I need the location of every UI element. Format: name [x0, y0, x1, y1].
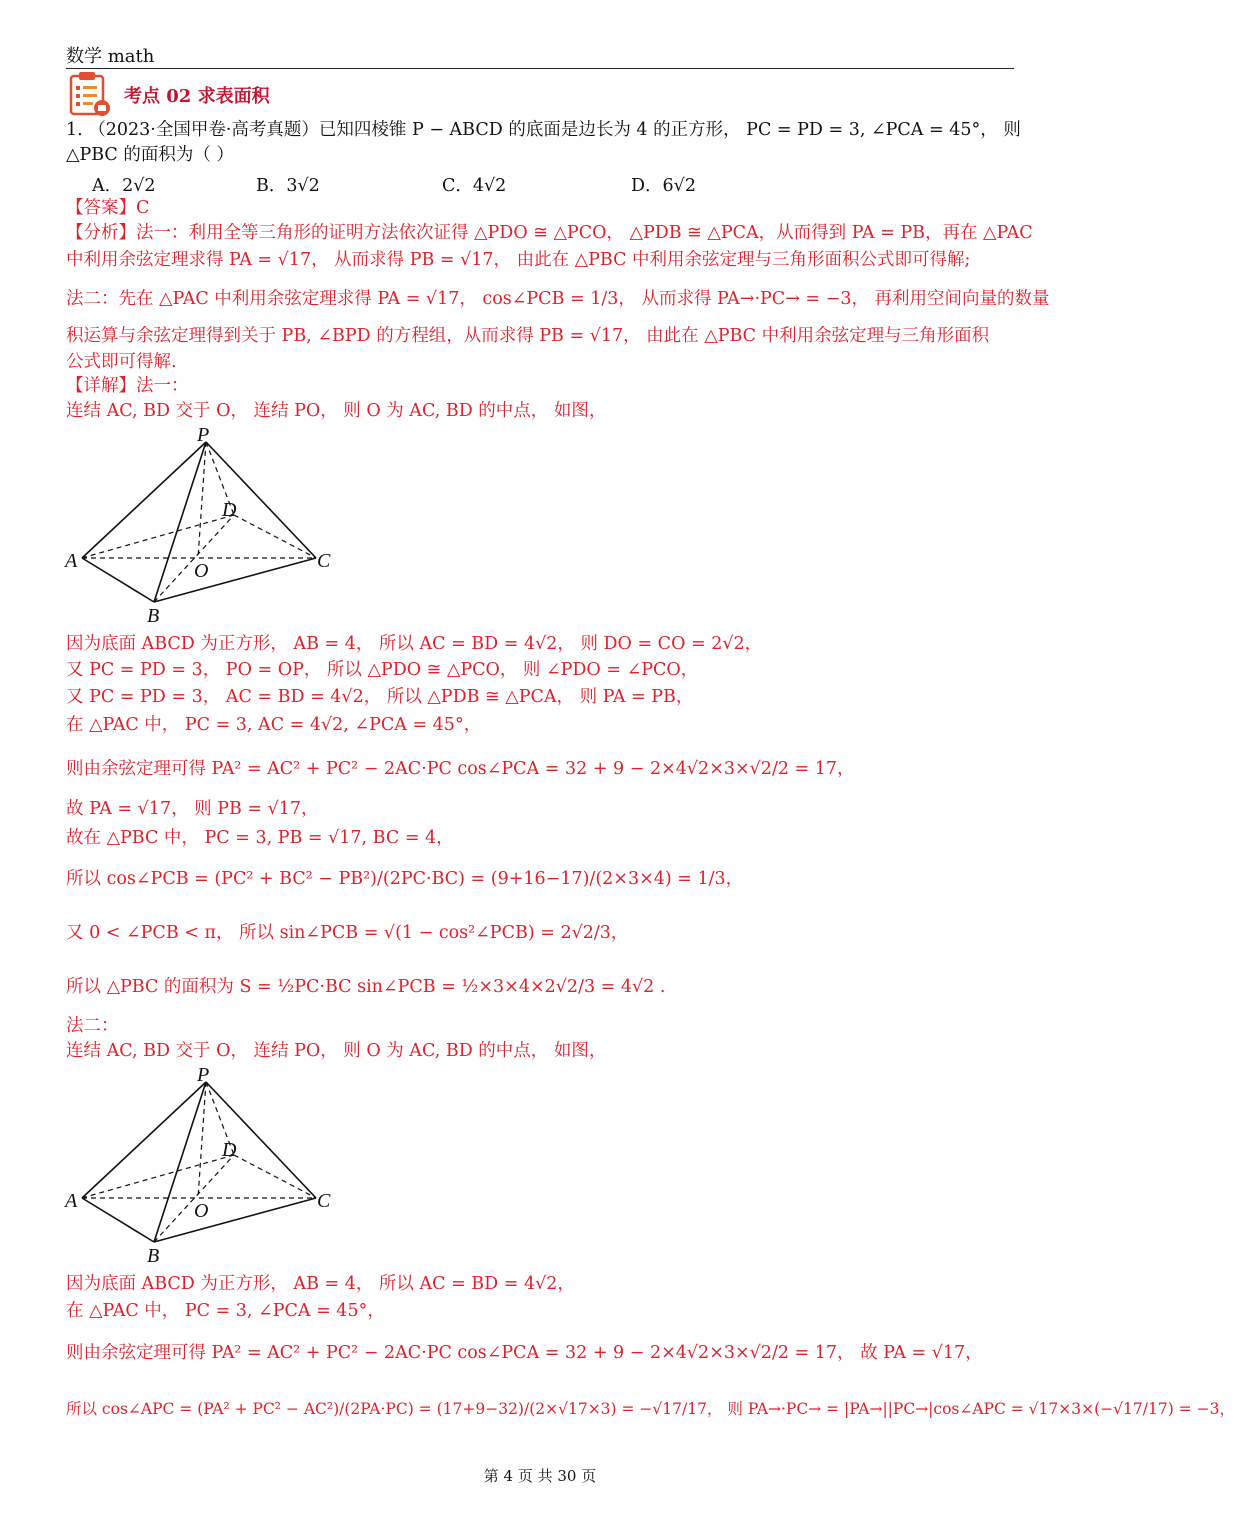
label-p: P — [197, 424, 210, 446]
label-a: A — [65, 550, 78, 572]
method2-line-2: 因为底面 ABCD 为正方形， AB = 4， 所以 AC = BD = 4√2， — [66, 1274, 575, 1294]
label-p: P — [197, 1064, 210, 1086]
clipboard-icon — [68, 70, 112, 118]
method1-line-2: 因为底面 ABCD 为正方形， AB = 4， 所以 AC = BD = 4√2， 则 DO = CO = 2√2， — [66, 634, 763, 654]
option-d: D．6√2 — [631, 176, 696, 196]
label-d: D — [222, 499, 237, 521]
page-header: 数学 math — [66, 46, 155, 67]
label-a: A — [65, 1190, 78, 1212]
method2-line-5: 所以 cos∠APC = (PA² + PC² − AC²)/(2PA·PC) = (17+9−32)/(2×√17×3) = −√17/17， 则 PA→·PC→ = |PA→||PC→|cos∠APC = √17×3×(−√17/17) = −3， — [66, 1400, 1235, 1418]
label-o: O — [194, 560, 209, 582]
option-a: A．2√2 — [92, 176, 156, 196]
label-c: C — [317, 1190, 331, 1212]
method1-line-5: 在 △PAC 中， PC = 3, AC = 4√2, ∠PCA = 45°， — [66, 715, 482, 735]
answer-line: 【答案】C — [66, 198, 150, 218]
analysis-line-2: 中利用余弦定理求得 PA = √17， 从而求得 PB = √17， 由此在 △PBC 中利用余弦定理与三角形面积公式即可得解; — [66, 250, 971, 270]
label-b: B — [147, 1245, 160, 1267]
method2-line-4: 则由余弦定理可得 PA² = AC² + PC² − 2AC·PC cos∠PCA = 32 + 9 − 2×4√2×3×√2/2 = 17， 故 PA = √17， — [66, 1343, 983, 1363]
option-c: C．4√2 — [442, 176, 507, 196]
method1-line-4: 又 PC = PD = 3， AC = BD = 4√2， 所以 △PDB ≅ △PCA， 则 PA = PB， — [66, 687, 694, 707]
method1-line-11: 所以 △PBC 的面积为 S = ½PC·BC sin∠PCB = ½×3×4×2√2/3 = 4√2 . — [66, 977, 666, 997]
method1-line-1: 连结 AC, BD 交于 O， 连结 PO， 则 O 为 AC, BD 的中点， 如图， — [66, 401, 607, 421]
method2-heading: 法二： — [66, 1016, 119, 1036]
header-rule — [66, 68, 1014, 69]
analysis-line-5: 公式即可得解. — [66, 352, 177, 372]
method2-line-3: 在 △PAC 中， PC = 3, ∠PCA = 45°， — [66, 1301, 385, 1321]
analysis-line-1: 【分析】法一：利用全等三角形的证明方法依次证得 △PDO ≅ △PCO， △PDB ≅ △PCA，从而得到 PA = PB，再在 △PAC — [66, 223, 1033, 243]
solution-heading: 【详解】法一： — [66, 376, 189, 396]
label-b: B — [147, 605, 160, 627]
method1-line-3: 又 PC = PD = 3， PO = OP， 所以 △PDO ≅ △PCO， 则 ∠PDO = ∠PCO， — [66, 660, 699, 680]
pyramid-diagram-2 — [60, 1065, 350, 1265]
analysis-line-3: 法二：先在 △PAC 中利用余弦定理求得 PA = √17， cos∠PCB = 1/3， 从而求得 PA→·PC→ = −3， 再利用空间向量的数量 — [66, 289, 1050, 309]
label-c: C — [317, 550, 331, 572]
option-b: B．3√2 — [256, 176, 320, 196]
method1-line-10: 又 0 < ∠PCB < π， 所以 sin∠PCB = √(1 − cos²∠PCB) = 2√2/3， — [66, 923, 629, 943]
label-d: D — [222, 1139, 237, 1161]
label-o: O — [194, 1200, 209, 1222]
analysis-line-4: 积运算与余弦定理得到关于 PB, ∠BPD 的方程组，从而求得 PB = √17， 由此在 △PBC 中利用余弦定理与三角形面积 — [66, 326, 990, 346]
page-footer: 第 4 页 共 30 页 — [483, 1467, 597, 1485]
method1-line-6: 则由余弦定理可得 PA² = AC² + PC² − 2AC·PC cos∠PCA = 32 + 9 − 2×4√2×3×√2/2 = 17， — [66, 759, 855, 779]
method1-line-8: 故在 △PBC 中， PC = 3, PB = √17, BC = 4， — [66, 828, 454, 848]
question-line-1: 1. （2023·全国甲卷·高考真题）已知四棱锥 P − ABCD 的底面是边长为 4 的正方形， PC = PD = 3, ∠PCA = 45°， 则 — [66, 120, 1021, 140]
pyramid-diagram-1 — [60, 425, 350, 625]
method2-line-1: 连结 AC, BD 交于 O， 连结 PO， 则 O 为 AC, BD 的中点， 如图， — [66, 1041, 607, 1061]
method1-line-9: 所以 cos∠PCB = (PC² + BC² − PB²)/(2PC·BC) = (9+16−17)/(2×3×4) = 1/3， — [66, 869, 744, 889]
method1-line-7: 故 PA = √17， 则 PB = √17， — [66, 799, 319, 819]
section-title: 考点 02 求表面积 — [124, 86, 270, 107]
question-line-2: △PBC 的面积为（ ） — [66, 145, 234, 165]
